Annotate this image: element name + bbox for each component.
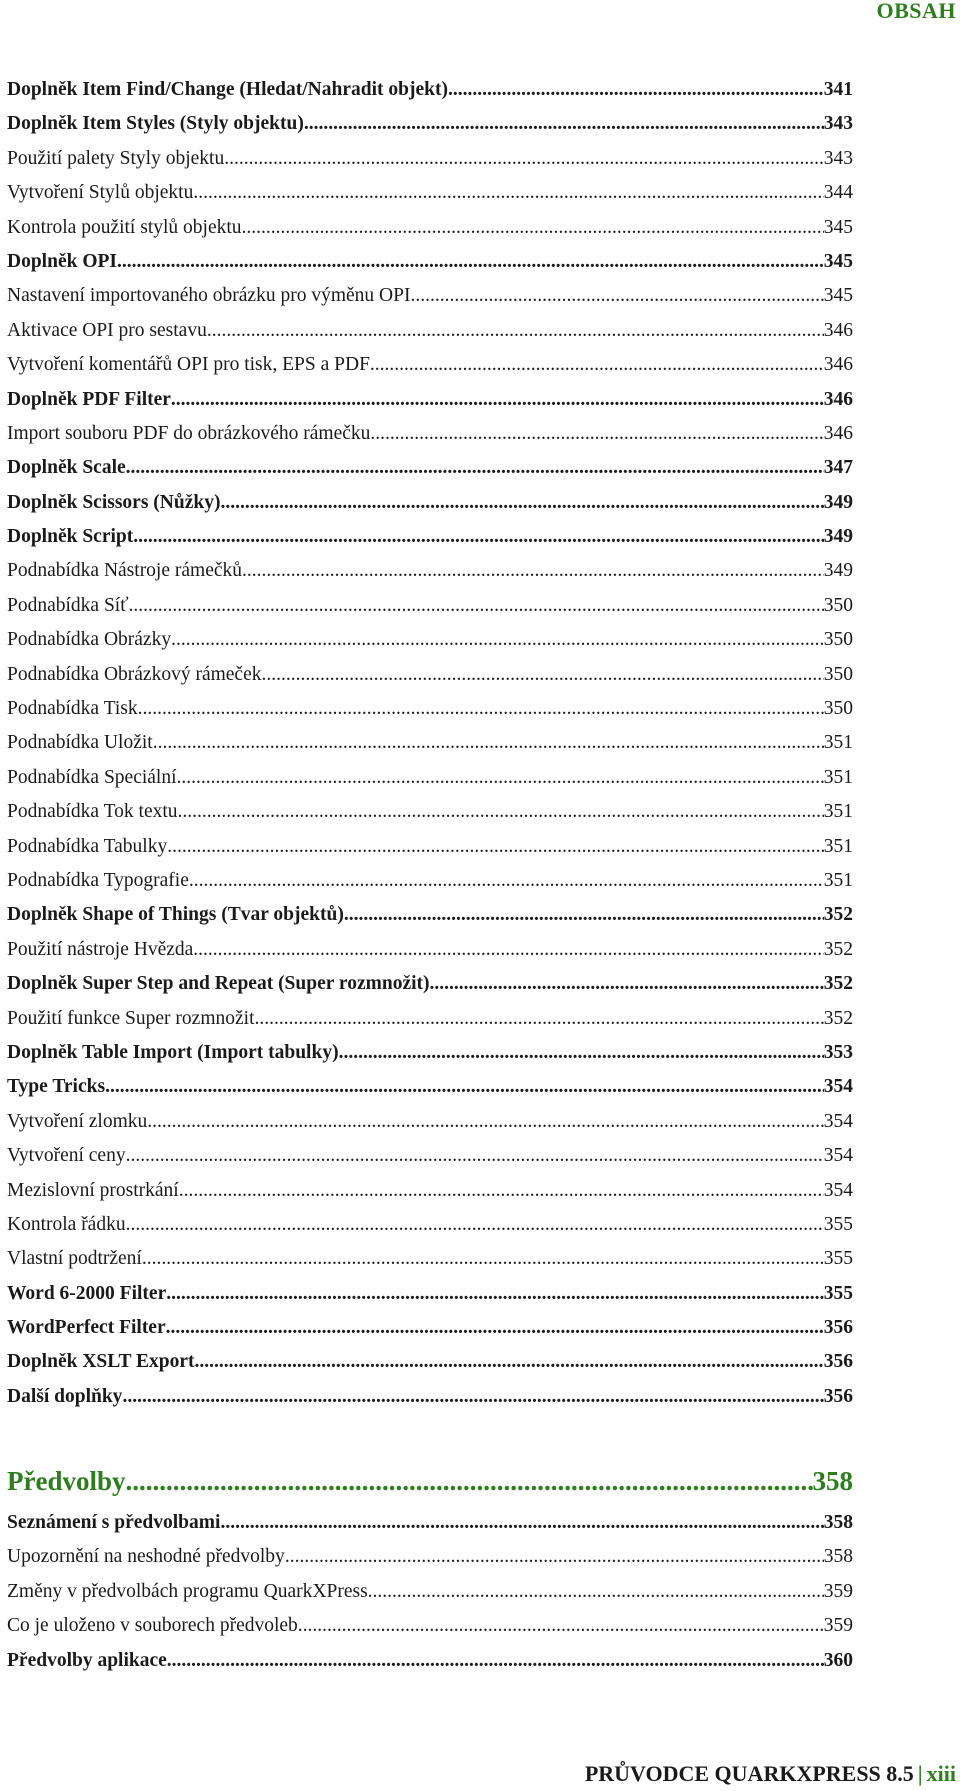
dot-leader <box>370 354 824 376</box>
toc-entry[interactable] <box>7 1650 853 1684</box>
toc-entry[interactable] <box>7 1076 853 1110</box>
toc-entry-page: 354 <box>823 1145 853 1167</box>
dot-leader <box>171 629 824 651</box>
toc-entry-title: Podnabídka Nástroje rámečků <box>7 560 243 582</box>
toc-entry-title: Podnabídka Síť <box>7 594 129 616</box>
toc-entry-page: 350 <box>823 663 853 685</box>
toc-entry-page: 341 <box>823 79 853 100</box>
toc-entry-page: 343 <box>823 147 853 169</box>
toc-entry-page: 354 <box>823 1179 853 1201</box>
toc-entry[interactable] <box>7 1386 853 1420</box>
toc-entry-title: Doplněk PDF Filter <box>7 388 171 410</box>
toc-entry-title: Import souboru PDF do obrázkového rámečku <box>7 422 371 444</box>
toc-entry[interactable] <box>7 113 853 147</box>
toc-entry-title: Podnabídka Typografie <box>7 869 189 891</box>
toc-entry-page: 355 <box>823 1248 853 1270</box>
toc-entry-page: 350 <box>823 698 853 720</box>
toc-entry[interactable] <box>7 904 853 938</box>
toc-entry[interactable] <box>7 1317 853 1351</box>
toc-entry-title: Doplněk Table Import (Import tabulky) <box>7 1041 339 1063</box>
page-footer <box>585 1761 956 1787</box>
toc-entry[interactable] <box>7 1615 853 1649</box>
dot-leader <box>177 767 824 789</box>
dot-leader <box>254 1008 823 1030</box>
section-heading-title: Předvolby <box>7 1466 126 1496</box>
toc-entry[interactable] <box>7 732 853 766</box>
dot-leader <box>129 595 824 617</box>
dot-leader <box>142 1248 824 1270</box>
toc-entry-page: 343 <box>823 113 853 135</box>
dot-leader <box>147 1111 823 1133</box>
toc-entry[interactable] <box>7 560 853 594</box>
toc-entry-page: 346 <box>823 354 853 376</box>
toc-entry-page: 355 <box>823 1213 853 1235</box>
toc-entry-title: Doplněk Item Styles (Styly objektu) <box>7 113 304 135</box>
toc-entry-page: 351 <box>823 835 853 857</box>
dot-leader <box>220 1512 823 1534</box>
toc-entry-title: Podnabídka Tabulky <box>7 835 168 857</box>
toc-entry[interactable] <box>7 698 853 732</box>
toc-entry-page: 356 <box>823 1317 853 1339</box>
toc-entry[interactable] <box>7 629 853 663</box>
toc-entry-title: Předvolby aplikace <box>7 1649 167 1671</box>
toc-entry-page: 351 <box>823 869 853 891</box>
dot-leader <box>138 698 824 720</box>
toc-entry-title: Vytvoření ceny <box>7 1145 126 1167</box>
toc-entry-title: Doplněk XSLT Export <box>7 1351 195 1373</box>
toc-entry-title: Doplněk Scissors (Nůžky) <box>7 491 221 513</box>
toc-entry-title: Použití nástroje Hvězda <box>7 938 194 960</box>
toc-entry-title: Podnabídka Speciální <box>7 766 177 788</box>
toc-entry[interactable] <box>7 664 853 698</box>
toc-entry-title: Vytvoření zlomku <box>7 1110 148 1132</box>
toc-entry-page: 358 <box>823 1512 853 1533</box>
dot-leader <box>179 1180 824 1202</box>
table-of-contents <box>7 79 853 1420</box>
dot-leader <box>368 1581 824 1603</box>
toc-entry-page: 354 <box>823 1110 853 1132</box>
toc-entry-page: 353 <box>823 1041 853 1063</box>
toc-entry-page: 359 <box>823 1580 853 1602</box>
dot-leader <box>193 939 823 961</box>
toc-section <box>7 1466 853 1684</box>
toc-entry-page: 346 <box>823 388 853 410</box>
toc-entry[interactable] <box>7 836 853 870</box>
toc-entry[interactable] <box>7 423 853 457</box>
dot-leader <box>105 1076 824 1098</box>
toc-entry-page: 352 <box>823 904 853 926</box>
section-heading-page: 358 <box>812 1466 853 1496</box>
toc-entry-title: Nastavení importovaného obrázku pro výměnu OPI <box>7 285 411 307</box>
toc-entry[interactable] <box>7 1008 853 1042</box>
toc-entry[interactable] <box>7 148 853 182</box>
dot-leader <box>122 1386 823 1408</box>
dot-leader <box>167 1650 824 1672</box>
dot-leader <box>410 285 823 307</box>
toc-entry-page: 349 <box>823 560 853 582</box>
dot-leader <box>195 1351 824 1373</box>
dot-leader <box>430 973 824 995</box>
toc-entry[interactable] <box>7 973 853 1007</box>
dot-leader <box>126 1145 824 1167</box>
toc-entry-title: Doplněk Item Find/Change (Hledat/Nahradit objekt) <box>7 79 448 100</box>
toc-entry-page: 355 <box>823 1282 853 1304</box>
toc-entry[interactable] <box>7 320 853 354</box>
toc-entry-title: Podnabídka Uložit <box>7 732 153 754</box>
toc-entry-page: 359 <box>823 1615 853 1637</box>
dot-leader <box>178 801 824 823</box>
toc-entry-page: 351 <box>823 766 853 788</box>
toc-entry-title: Type Tricks <box>7 1076 106 1098</box>
dot-leader <box>344 904 824 926</box>
page-header-title: OBSAH <box>876 0 956 23</box>
toc-entry[interactable] <box>7 79 853 113</box>
toc-entry-title: Doplněk Super Step and Repeat (Super rozmnožit) <box>7 973 430 995</box>
footer-separator: | <box>917 1761 923 1786</box>
toc-entry[interactable] <box>7 1512 853 1546</box>
dot-leader <box>304 113 824 135</box>
section-entries <box>7 1512 853 1684</box>
dot-leader <box>242 560 824 582</box>
toc-entry-page: 346 <box>823 319 853 341</box>
dot-leader <box>166 1317 824 1339</box>
dot-leader <box>285 1546 824 1568</box>
footer-page-number: xiii <box>926 1761 956 1786</box>
toc-entry-page: 352 <box>823 938 853 960</box>
toc-entry[interactable] <box>7 217 853 251</box>
toc-entry-title: Podnabídka Obrázky <box>7 629 172 651</box>
dot-leader <box>220 492 823 514</box>
toc-entry-title: WordPerfect Filter <box>7 1317 166 1339</box>
toc-entry[interactable] <box>7 1111 853 1145</box>
toc-entry[interactable] <box>7 492 853 526</box>
footer-book-title: PRŮVODCE QUARKXPRESS 8.5 <box>584 1761 914 1786</box>
dot-leader <box>117 251 824 273</box>
toc-entry-title: Vytvoření komentářů OPI pro tisk, EPS a PDF <box>7 354 370 376</box>
toc-entry-page: 349 <box>823 526 853 548</box>
toc-entry-title: Použití palety Styly objektu <box>7 147 225 169</box>
toc-entry-page: 347 <box>823 457 853 479</box>
toc-entry-title: Upozornění na neshodné předvolby <box>7 1546 285 1568</box>
toc-entry[interactable] <box>7 526 853 560</box>
toc-entry-title: Kontrola použití stylů objektu <box>7 216 242 238</box>
toc-entry[interactable] <box>7 1351 853 1385</box>
toc-entry-page: 356 <box>823 1351 853 1373</box>
dot-leader <box>126 1466 813 1497</box>
toc-entry-page: 360 <box>823 1649 853 1671</box>
toc-entry-page: 351 <box>823 801 853 823</box>
toc-entry[interactable] <box>7 870 853 904</box>
toc-entry-title: Co je uloženo v souborech předvoleb <box>7 1615 298 1637</box>
dot-leader <box>167 836 824 858</box>
dot-leader <box>153 732 824 754</box>
toc-entry-page: 344 <box>823 182 853 204</box>
toc-entry-page: 354 <box>823 1076 853 1098</box>
dot-leader <box>207 320 824 342</box>
toc-entry-page: 350 <box>823 594 853 616</box>
toc-entry[interactable] <box>7 389 853 423</box>
toc-entry-page: 345 <box>823 285 853 307</box>
toc-entry[interactable] <box>7 354 853 388</box>
dot-leader <box>189 870 824 892</box>
dot-leader <box>166 1283 824 1305</box>
toc-entry[interactable] <box>7 285 853 319</box>
toc-entry-title: Změny v předvolbách programu QuarkXPress <box>7 1580 368 1602</box>
toc-entry-title: Doplněk Script <box>7 526 134 548</box>
dot-leader <box>171 389 824 411</box>
toc-entry[interactable] <box>7 1283 853 1317</box>
toc-entry-page: 350 <box>823 629 853 651</box>
dot-leader <box>193 182 823 204</box>
toc-entry-title: Podnabídka Tok textu <box>7 801 178 823</box>
dot-leader <box>262 664 824 686</box>
toc-entry-title: Word 6-2000 Filter <box>7 1282 167 1304</box>
toc-entry-title: Použití funkce Super rozmnožit <box>7 1007 255 1029</box>
toc-entry-page: 356 <box>823 1385 853 1407</box>
toc-entry-title: Vlastní podtržení <box>7 1248 142 1270</box>
dot-leader <box>448 79 824 101</box>
toc-entry-title: Doplněk Scale <box>7 457 126 479</box>
toc-entry-title: Doplněk Shape of Things (Tvar objektů) <box>7 904 344 926</box>
toc-entry[interactable] <box>7 1180 853 1214</box>
toc-entry[interactable] <box>7 251 853 285</box>
toc-entry[interactable] <box>7 182 853 216</box>
toc-entry-title: Doplněk OPI <box>7 250 117 272</box>
toc-entry-page: 349 <box>823 491 853 513</box>
dot-leader <box>370 423 823 445</box>
dot-leader <box>224 148 824 170</box>
toc-entry[interactable] <box>7 1214 853 1248</box>
dot-leader <box>339 1042 824 1064</box>
dot-leader <box>242 217 824 239</box>
toc-entry-title: Kontrola řádku <box>7 1213 126 1235</box>
dot-leader <box>126 1214 824 1236</box>
toc-entry-page: 345 <box>823 216 853 238</box>
dot-leader <box>133 526 824 548</box>
toc-entry-title: Aktivace OPI pro sestavu <box>7 319 207 341</box>
toc-entry[interactable] <box>7 1042 853 1076</box>
toc-entry-title: Seznámení s předvolbami <box>7 1512 221 1533</box>
toc-entry-page: 352 <box>823 973 853 995</box>
toc-entry[interactable] <box>7 1248 853 1282</box>
toc-entry[interactable] <box>7 1581 853 1615</box>
toc-entry-title: Podnabídka Tisk <box>7 698 138 720</box>
toc-entry[interactable] <box>7 939 853 973</box>
toc-entry[interactable] <box>7 1145 853 1179</box>
toc-entry[interactable] <box>7 767 853 801</box>
section-heading[interactable] <box>7 1466 853 1512</box>
toc-entry-page: 345 <box>823 250 853 272</box>
dot-leader <box>298 1615 824 1637</box>
toc-entry-page: 352 <box>823 1007 853 1029</box>
toc-entry-page: 358 <box>823 1546 853 1568</box>
toc-entry[interactable] <box>7 457 853 491</box>
toc-entry-title: Mezislovní prostrkání <box>7 1179 179 1201</box>
toc-entry-page: 346 <box>823 422 853 444</box>
toc-entry[interactable] <box>7 801 853 835</box>
dot-leader <box>126 457 824 479</box>
toc-entry-title: Vytvoření Stylů objektu <box>7 182 194 204</box>
toc-entry[interactable] <box>7 595 853 629</box>
toc-entry-title: Podnabídka Obrázkový rámeček <box>7 663 262 685</box>
toc-entry-page: 351 <box>823 732 853 754</box>
toc-entry[interactable] <box>7 1546 853 1580</box>
toc-entry-title: Další doplňky <box>7 1385 123 1407</box>
